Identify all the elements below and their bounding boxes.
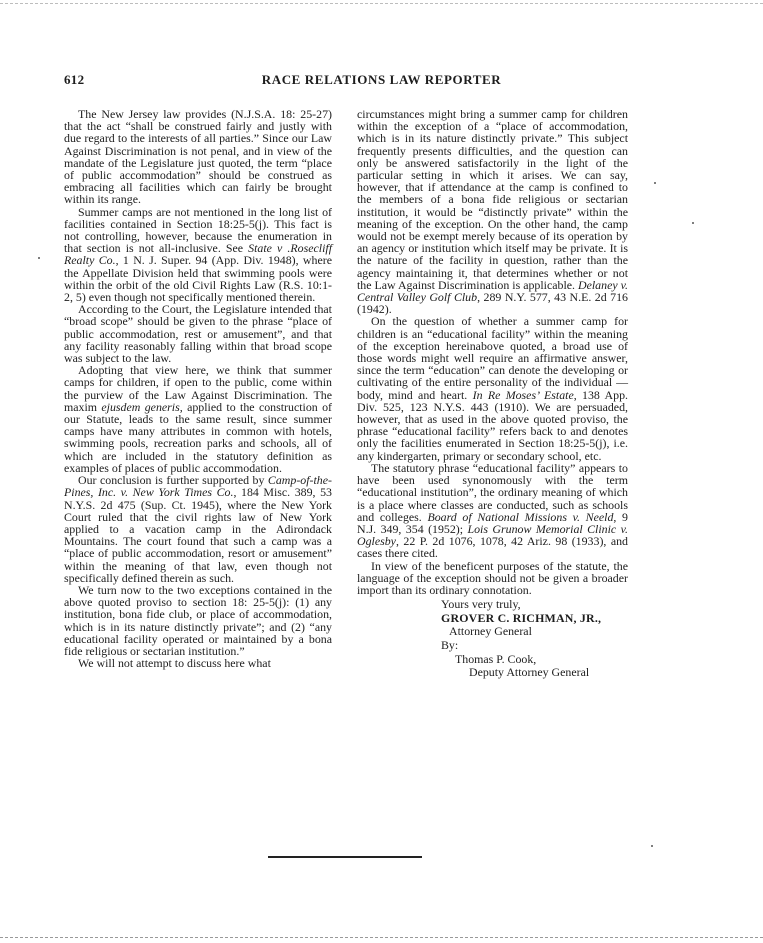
- paragraph: [64, 108, 332, 206]
- case-citation: ejusdem generis,: [101, 399, 183, 414]
- scan-bottom-edge: [0, 937, 763, 938]
- page-header: [0, 72, 763, 90]
- paragraph-text: According to the Court, the Legislature intended that “broad scope” should be given to the phrase “place of public accommodation, rest or amusement”, and that any facility reasonably falling within that broad scope was subject to the law.: [64, 302, 332, 366]
- left-column: [64, 108, 332, 669]
- scan-speck: [651, 845, 653, 847]
- paragraph-text: We will not attempt to discuss here what: [78, 656, 271, 671]
- signature-name: GROVER C. RICHMAN, JR.,: [441, 610, 602, 625]
- case-citation: Delaney v. Central Valley Golf Club: [357, 277, 628, 305]
- paragraph-text: Adopting that view here, we think that summer camps for children, if open to the public, come within the purview of the Law Against Discrimination. The maxim: [64, 363, 332, 414]
- paragraph: [64, 206, 332, 304]
- signature-by: By:: [441, 637, 459, 652]
- case-citation: Lois Grunow Memorial Clinic v. Oglesby: [357, 521, 628, 549]
- scan-top-edge: [0, 3, 763, 4]
- case-citation: Camp-of-the-Pines, Inc. v. New York Times Co.: [64, 473, 332, 500]
- paragraph-text: , 9 N.J. 349, 354 (1952);: [357, 509, 629, 536]
- scan-speck: [38, 257, 40, 259]
- paragraph-text: , 184 Misc. 389, 53 N.Y.S. 2d 475 (Sup. Ct. 1945), where the New York Court ruled that the civil rights law of New York applied to a vacation camp in the Adirondack Mountains. The court found that such a camp was a “place of public accommodation, resort or amusement” within the meaning of that law, even though not specifically defined therein as such.: [64, 485, 332, 585]
- signature-deputy-name: Thomas P. Cook,: [455, 651, 537, 666]
- paragraph-text: , 289 N.Y. 577, 43 N.E. 2d 716 (1942).: [357, 290, 628, 317]
- paragraph: [64, 584, 332, 657]
- signature-block: [357, 598, 628, 680]
- paragraph: [64, 657, 332, 669]
- paragraph-text: In view of the beneficent purposes of the statute, the language of the exception should not be given a broader import than its ordinary connotation.: [357, 558, 628, 597]
- paragraph-text: The statutory phrase “educational facility” appears to have been used synonomously with the term “educational institution”, the ordinary meaning of which is a place where classes are conducted, such as schools and colleges.: [357, 460, 628, 524]
- paragraph-text: On the question of whether a summer camp for children is an “educational facility” within the meaning of the exception hereinabove quoted, a broad use of those words might well require an affirmative answer, since the term “education” can denote the developing or cultivating of the entire personality of the individual —body, mind and heart.: [357, 314, 628, 402]
- running-title: RACE RELATIONS LAW REPORTER: [261, 72, 502, 87]
- signature-closing: Yours very truly,: [441, 597, 521, 612]
- case-citation: State v .Rosecliff Realty Co.: [64, 241, 333, 268]
- paragraph-text: Our conclusion is further supported by: [78, 473, 268, 488]
- paragraph: [357, 462, 628, 560]
- paragraph-text: We turn now to the two exceptions contained in the above quoted proviso to section 18: 25-5(j): (1) any institution, bona fide club, or place of accommodation, which is in its nature distinctly private”; and (2) “any educational facility operated or maintained by a bona fide religious or sectarian institution.”: [64, 582, 332, 658]
- section-divider: [268, 856, 422, 858]
- paragraph: [64, 364, 332, 474]
- paragraph-text: Summer camps are not mentioned in the long list of facilities contained in Section 18:25-5(j). This fact is not controlling, however, because the enumeration in that section is not all-inclusive. See: [64, 204, 332, 256]
- signature-deputy-title: Deputy Attorney General: [469, 665, 590, 680]
- case-citation: In Re Moses’ Estate: [472, 387, 574, 402]
- paragraph: [64, 303, 332, 364]
- paragraph: [357, 108, 628, 315]
- paragraph: [64, 474, 332, 584]
- paragraph-text: , 138 App. Div. 525, 123 N.Y.S. 443 (1910). We are persuaded, however, that as used in the above quoted proviso, the phrase “educational facility” refers back to and denotes only the facilities enumerated in Section 18:25-5(j), i.e. any kindergarten, primary or secondary school, etc.: [357, 387, 628, 463]
- scan-speck: [692, 222, 694, 224]
- scan-speck: [654, 182, 656, 184]
- paragraph: [357, 315, 628, 461]
- paragraph-text: circumstances might bring a summer camp for children within the exception of a “place of accommodation, which is in its nature distinctly private.” This subject frequently presents difficulties, and the question can only be answered satisfactorily in the light of the particular setting in which it arises. We can say, however, that if attendance at the camp is confined to the members of a bona fide religious or sectarian institution, it would be “distinctly private” within the meaning of the exception. On the other hand, the camp would not be exempt merely because of its operation by an agency or institution which itself may be private. It is the nature of the facility in question, rather than the agency maintaining it, that determines whether or not the Law Against Discrimination is applicable.: [357, 107, 628, 292]
- right-column: [357, 108, 628, 680]
- paragraph-text: The New Jersey law provides (N.J.S.A. 18: 25-27) that the act “shall be construed fairly and justly with due regard to the interests of all parties.” Since our Law Against Discrimination is not penal, and in view of the mandate of the Legislature just quoted, the term “place of public accommodation” should be construed as embracing all facilities which can fairly be brought within its range.: [64, 107, 332, 207]
- paragraph-text: , 1 N. J. Super. 94 (App. Div. 1948), where the Appellate Division held that swimming pools were within the orbit of the old Civil Rights Law (R.S. 10:1-2, 5) even though not specifically mentioned therein.: [64, 253, 332, 305]
- signature-title: Attorney General: [449, 624, 532, 639]
- case-citation: Board of National Missions v. Neeld: [427, 509, 614, 524]
- paragraph-text: , 22 P. 2d 1076, 1078, 42 Ariz. 98 (1933), and cases there cited.: [357, 534, 628, 561]
- paragraph: [357, 560, 628, 597]
- paragraph-text: applied to the construction of our Statute, leads to the same result, since summer camps have many attributes in common with hotels, swimming pools, recreation parks and schools, all of which are included in the statutory definition as examples of places of public accommodation.: [64, 399, 332, 475]
- right-column-body: [357, 108, 628, 596]
- page-number: 612: [64, 72, 85, 87]
